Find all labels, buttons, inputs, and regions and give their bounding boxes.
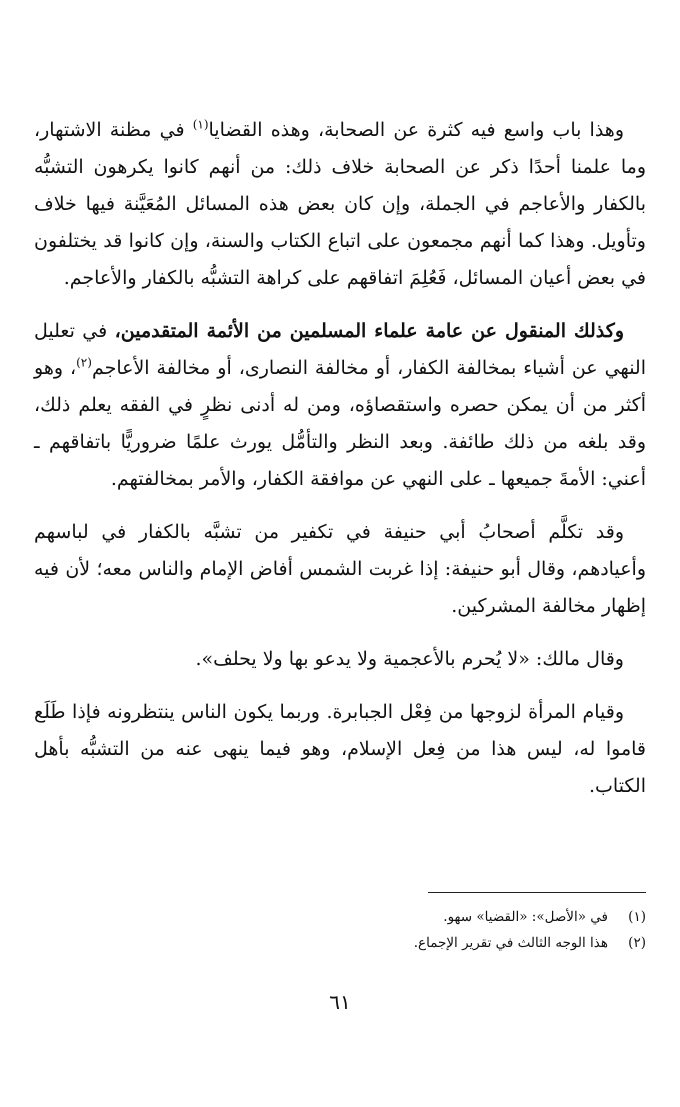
footnote-ref-1[interactable]: (١): [192, 117, 209, 132]
paragraph-2: [34, 313, 646, 498]
page-number: ٦١: [329, 990, 351, 1014]
main-text: [34, 112, 646, 821]
footnote-1-text: في «الأصل»: «القضيا» سهو.: [443, 909, 608, 925]
paragraph-1-part-2: في مظنة الاشتهار، وما علمنا أحدًا ذكر عن الصحابة خلاف ذلك: من أنهم كانوا يكرهون التشبُّه بالكفار والأعاجم في الجملة، وإن كان بعض هذه المسائل المُعَيَّنة فيها خلاف وتأويل. وهذا كما أنهم مجمعون على اتباع الكتاب والسنة، وإن كانوا قد يختلفون في بعض أعيان المسائل، فَعُلِمَ اتفاقهم على كراهة التشبُّه بالكفار والأعاجم.: [34, 119, 646, 289]
footnotes: [34, 904, 646, 956]
footnote-1-number: (١): [628, 909, 646, 925]
paragraph-1: [34, 112, 646, 297]
paragraph-5: [34, 694, 646, 805]
paragraph-1-part-1: وهذا باب واسع فيه كثرة عن الصحابة، وهذه القضايا: [208, 119, 624, 141]
paragraph-3: [34, 514, 646, 625]
paragraph-2-part-1: في تعليل النهي عن أشياء بمخالفة الكفار، أو مخالفة النصارى، أو مخالفة الأعاجم: [34, 320, 646, 379]
paragraph-2-part-2: ، وهو أكثر من أن يمكن حصره واستقصاؤه، ومن له أدنى نظرٍ في الفقه يعلم ذلك، وقد بلغه من ذلك طائفة. وبعد النظر والتأمُّل يورث علمًا ضروريًّا باتفاقهم ـ أعني: الأمةَ جميعها ـ على النهي عن موافقة الكفار، والأمر بمخالفتهم.: [34, 357, 646, 490]
paragraph-4: [34, 641, 646, 678]
footnote-2: [34, 930, 646, 956]
footnote-divider: [428, 892, 646, 893]
paragraph-5-text: وقيام المرأة لزوجها من فِعْل الجبابرة. وربما يكون الناس ينتظرونه فإذا طَلَع قاموا له، ليس هذا من فِعل الإسلام، وهو فيما ينهى عنه من التشبُّه بأهل الكتاب.: [34, 701, 646, 797]
footnote-1: [34, 904, 646, 930]
footnote-ref-2[interactable]: (٢): [76, 355, 92, 370]
paragraph-2-bold-lead: وكذلك المنقول عن عامة علماء المسلمين من الأئمة المتقدمين،: [114, 320, 624, 342]
footnote-2-number: (٢): [628, 935, 646, 951]
paragraph-3-text: وقد تكلَّم أصحابُ أبي حنيفة في تكفير من تشبَّه بالكفار في لباسهم وأعيادهم، وقال أبو حنيفة: إذا غربت الشمس أفاض الإمام والناس معه؛ لأن فيه إظهار مخالفة المشركين.: [34, 521, 646, 617]
paragraph-4-text: وقال مالك: «لا يُحرم بالأعجمية ولا يدعو بها ولا يحلف».: [195, 648, 624, 670]
footnote-2-text: هذا الوجه الثالث في تقرير الإجماع.: [413, 935, 608, 951]
